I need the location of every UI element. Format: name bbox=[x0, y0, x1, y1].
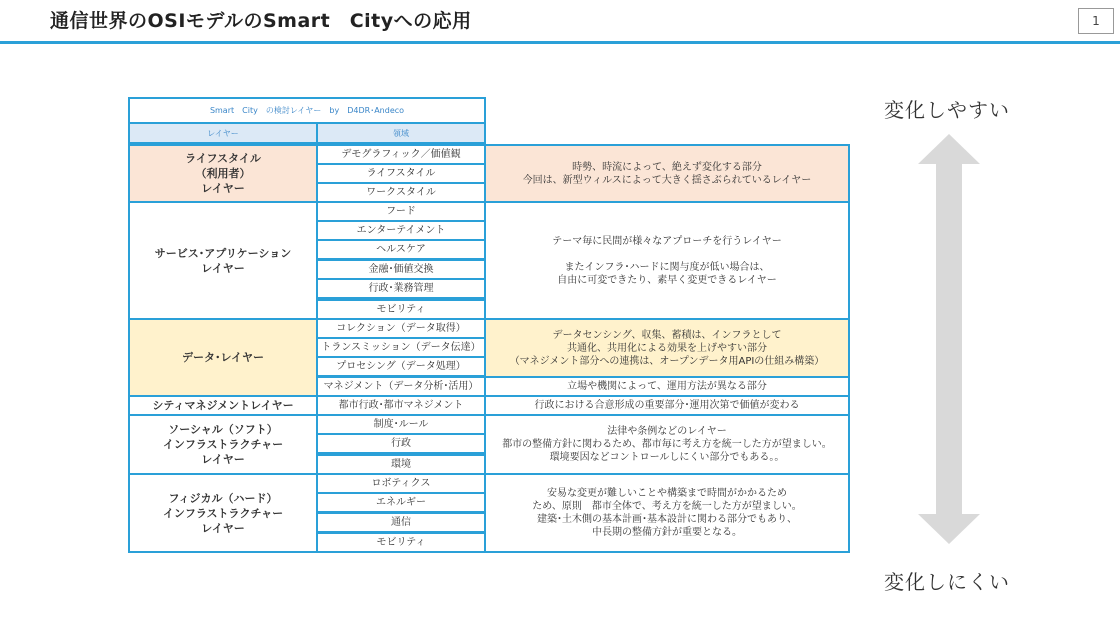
domain-cell: 行政･業務管理 bbox=[316, 278, 486, 299]
double-arrow-icon bbox=[918, 134, 980, 544]
domain-cell: 通信 bbox=[316, 512, 486, 533]
description-service-application: テーマ毎に民間が様々なアプローチを行うレイヤー またインフラ･ハードに関与度が低い場合は、 自由に可変できたり、素早く変更できるレイヤー bbox=[484, 201, 850, 320]
domain-cell: フード bbox=[316, 201, 486, 222]
label-easy-to-change: 変化しやすい bbox=[884, 98, 1010, 122]
domain-cell: 制度･ルール bbox=[316, 414, 486, 435]
domain-cell: エネルギー bbox=[316, 492, 486, 513]
domain-cell: マネジメント（データ分析･活用） bbox=[316, 376, 486, 397]
label-hard-to-change: 変化しにくい bbox=[884, 570, 1010, 594]
slide-title: 通信世界のOSIモデルのSmart Cityへの応用 bbox=[50, 10, 472, 32]
domain-cell: モビリティ bbox=[316, 299, 486, 320]
domain-cell: デモグラフィック／価値観 bbox=[316, 144, 486, 165]
domain-cell: エンターテイメント bbox=[316, 220, 486, 241]
domain-cell: トランスミッション（データ伝達） bbox=[316, 337, 486, 358]
layer-city-management: シティマネジメントレイヤー bbox=[128, 395, 318, 416]
domain-cell: ワークスタイル bbox=[316, 182, 486, 203]
domain-cell: プロセシング（データ処理） bbox=[316, 356, 486, 377]
layer-data: データ･レイヤー bbox=[128, 318, 318, 397]
description-data-infrastructure: データセンシング、収集、蓄積は、インフラとして 共通化、共用化による効果を上げやすい部分 （マネジメント部分への連携は、オープンデータ用APIの仕組み構築） bbox=[484, 318, 850, 378]
domain-cell: 環境 bbox=[316, 454, 486, 475]
page-number: 1 bbox=[1078, 8, 1114, 34]
layer-service-application: サービス･アプリケーション レイヤー bbox=[128, 201, 318, 320]
domain-cell: 金融･価値交換 bbox=[316, 259, 486, 280]
description-city-management: 行政における合意形成の重要部分･運用次第で価値が変わる bbox=[484, 395, 850, 416]
domain-cell: モビリティ bbox=[316, 532, 486, 553]
description-lifestyle: 時勢、時流によって、絶えず変化する部分 今回は、新型ウィルスによって大きく揺さぶられているレイヤー bbox=[484, 144, 850, 203]
domain-cell: 都市行政･都市マネジメント bbox=[316, 395, 486, 416]
column-header-layer: レイヤー bbox=[128, 122, 318, 144]
description-data-management: 立場や機関によって、運用方法が異なる部分 bbox=[484, 376, 850, 397]
description-physical-infrastructure: 安易な変更が難しいことや構築まで時間がかかるため ため、原則 都市全体で、考え方を統一した方が望ましい。 建築･土木側の基本計画･基本設計に関わる部分でもあり、 中長期の整備方針が重要となる。 bbox=[484, 473, 850, 553]
column-header-domain: 領域 bbox=[316, 122, 486, 144]
description-social-infrastructure: 法律や条例などのレイヤー 都市の整備方針に関わるため、都市毎に考え方を統一した方が望ましい。 環境要因などコントロールしにくい部分でもある。。 bbox=[484, 414, 850, 475]
table-caption: Smart City の検討レイヤー by D4DR･Andeco bbox=[128, 97, 486, 124]
layer-social-infrastructure: ソーシャル（ソフト） インフラストラクチャー レイヤー bbox=[128, 414, 318, 475]
domain-cell: ロボティクス bbox=[316, 473, 486, 494]
layer-physical-infrastructure: フィジカル（ハード） インフラストラクチャー レイヤー bbox=[128, 473, 318, 553]
domain-cell: コレクション（データ取得） bbox=[316, 318, 486, 339]
title-underline bbox=[0, 41, 1120, 44]
domain-cell: ヘルスケア bbox=[316, 239, 486, 260]
layer-lifestyle: ライフスタイル （利用者） レイヤー bbox=[128, 144, 318, 203]
domain-cell: 行政 bbox=[316, 433, 486, 454]
domain-cell: ライフスタイル bbox=[316, 163, 486, 184]
